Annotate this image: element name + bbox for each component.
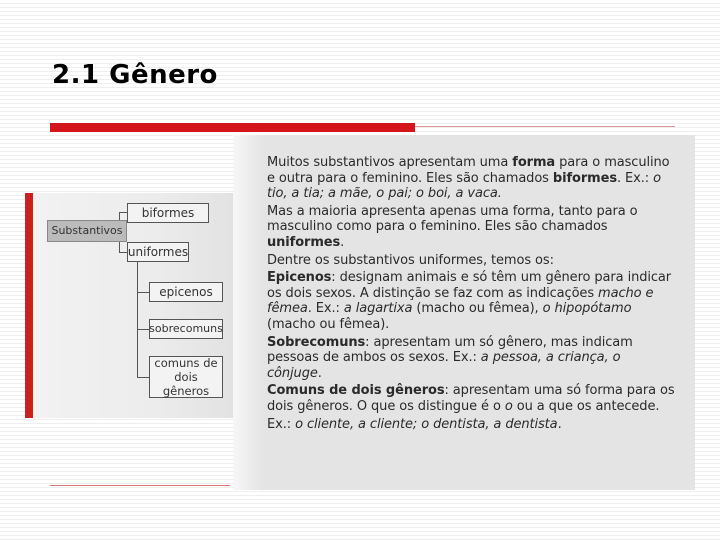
text-run-bold: uniformes	[267, 234, 341, 250]
diagram-node-uniformes: uniformes	[127, 242, 189, 262]
diagram-node-biformes: biformes	[127, 203, 209, 223]
gender-classification-diagram	[25, 193, 235, 418]
text-run-italic: o hipopótamo	[542, 301, 632, 317]
connector-line	[119, 212, 127, 213]
scan-edge-shadow	[233, 135, 263, 490]
text-run-bold: Comuns de dois gêneros	[267, 383, 445, 399]
text-run-italic: a lagartixa	[343, 301, 413, 317]
title-underline-bar	[50, 123, 415, 132]
text-run: .	[557, 416, 562, 432]
connector-line	[137, 329, 149, 330]
title-underline-thin	[415, 126, 675, 127]
diagram-red-edge	[25, 193, 33, 418]
text-run: Ex.:	[267, 416, 296, 432]
text-run: . Ex.:	[307, 301, 344, 317]
text-run-italic: o tio, a tia; a mãe, o pai; o boi, a vaca.	[267, 170, 661, 202]
text-run-italic: o cliente, a cliente; o dentista, a dentista	[295, 416, 558, 432]
paragraph-epicenos	[267, 270, 679, 332]
text-run: .	[616, 170, 621, 186]
text-run: ou a que os antecede.	[512, 398, 660, 414]
paragraph-intro-uniformes: Dentre os substantivos uniformes, temos os:	[267, 252, 554, 268]
text-run: : apresentam uma só forma para os dois gêneros. O que os distingue é o	[267, 383, 675, 414]
diagram-node-substantivos: Substantivos	[47, 220, 127, 242]
paragraph-examples	[267, 417, 679, 433]
text-run: : designam animais e só têm um gênero para indicar os dois sexos. A distinção se faz com as indicações	[267, 270, 672, 301]
paragraph-biformes	[267, 155, 679, 202]
diagram-node-comuns-de-dois-generos: comuns de dois gêneros	[149, 356, 223, 398]
footer-line	[50, 485, 230, 486]
connector-line	[137, 377, 149, 378]
text-run: Mas a maioria apresenta apenas uma forma, tanto para o masculino como para o feminino. Eles são chamados	[267, 203, 638, 235]
text-run: para o masculino e outra para o feminino. Eles são chamados	[267, 155, 670, 186]
diagram-node-sobrecomuns: sobrecomuns	[149, 319, 223, 339]
text-run-bold: Sobrecomuns	[267, 334, 366, 350]
paragraph-sobrecomuns	[267, 335, 679, 382]
text-run-italic: macho e fêmea	[267, 285, 654, 317]
paragraph-comuns-de-dois-generos	[267, 383, 679, 414]
diagram-node-epicenos: epicenos	[149, 282, 223, 302]
text-run-bold: Epicenos	[267, 270, 332, 286]
text-run: Muitos substantivos apresentam uma	[267, 155, 513, 170]
text-run-italic: a pessoa, a criança, o cônjuge	[267, 350, 621, 381]
text-run: .	[317, 365, 322, 381]
text-run-bold: biformes	[552, 170, 617, 186]
slide-title: 2.1 Gênero	[52, 60, 218, 90]
paragraph-uniformes	[267, 204, 679, 251]
text-run-bold: forma	[512, 155, 556, 170]
textbook-excerpt	[233, 135, 695, 490]
connector-line	[137, 292, 149, 293]
text-run: (macho ou fêmea),	[412, 301, 543, 317]
text-run: (macho ou fêmea).	[267, 316, 390, 332]
text-run: .	[340, 234, 345, 250]
connector-line	[137, 262, 138, 378]
text-run: : apresentam um só gênero, mas indicam pessoas de ambos os sexos. Ex.:	[267, 334, 633, 366]
connector-line	[119, 252, 127, 253]
text-run: Ex.:	[625, 170, 654, 186]
text-run-italic: o	[504, 398, 513, 414]
diagram-body	[33, 193, 235, 418]
